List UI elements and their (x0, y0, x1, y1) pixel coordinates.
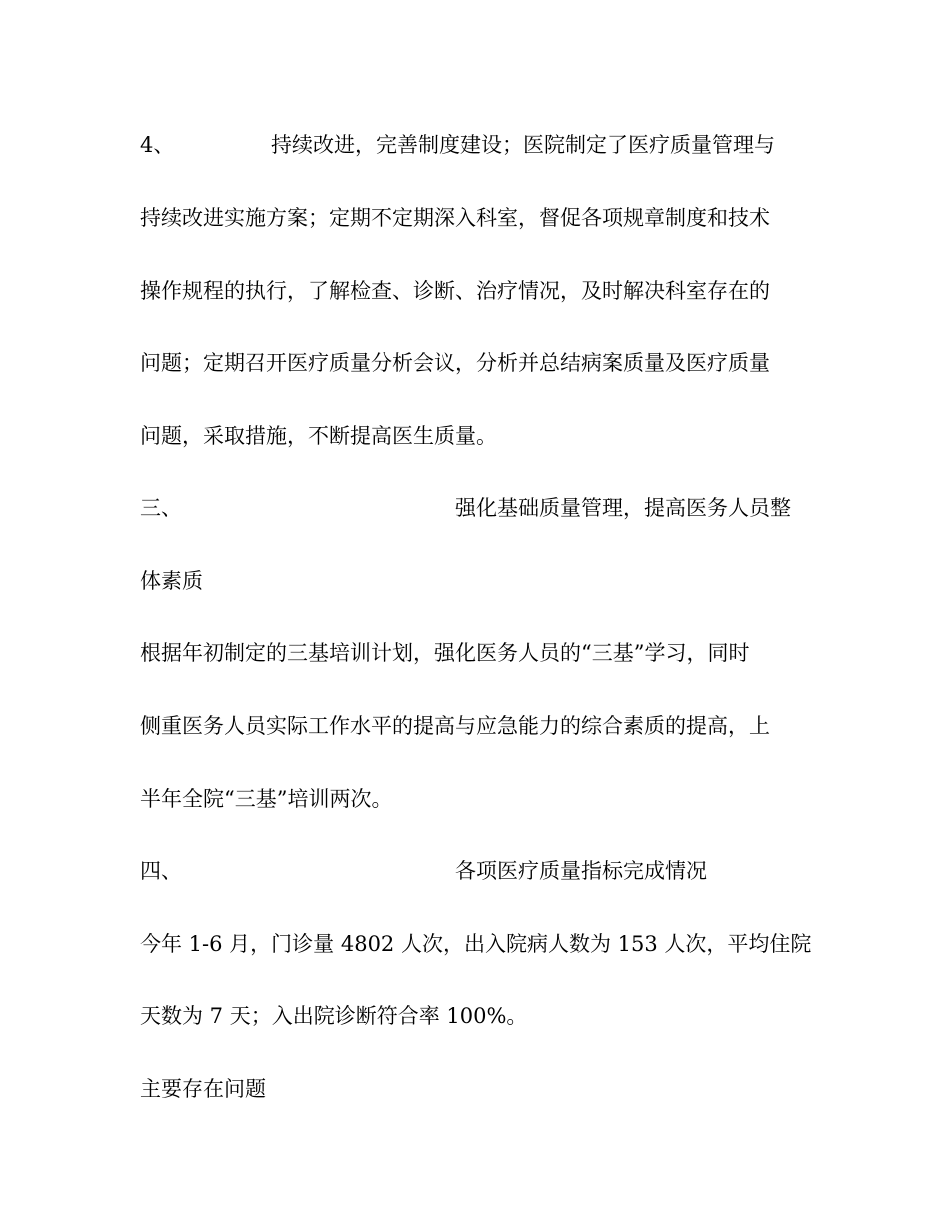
section-number: 四、 (140, 859, 182, 883)
section-3-line-3: 半年全院“三基”培训两次。 (140, 787, 393, 811)
paragraph-4-line-5: 问题，采取措施，不断提高医生质量。 (140, 424, 497, 448)
paragraph-4-line-3: 操作规程的执行，了解检查、诊断、治疗情况，及时解决科室存在的 (140, 279, 770, 303)
paragraph-4-line-2: 持续改进实施方案；定期不定期深入科室，督促各项规章制度和技术 (140, 206, 770, 230)
section-title: 各项医疗质量指标完成情况 (455, 859, 707, 883)
section-4-line-1: 今年 1-6 月，门诊量 4802 人次，出入院病人数为 153 人次，平均住院 (140, 932, 812, 956)
section-3-line-1: 根据年初制定的三基培训计划，强化医务人员的“三基”学习，同时 (140, 641, 750, 665)
paragraph-4-line-4: 问题；定期召开医疗质量分析会议，分析并总结病案质量及医疗质量 (140, 351, 770, 375)
section-number: 三、 (140, 496, 182, 520)
section-title: 强化基础质量管理，提高医务人员整 (455, 496, 791, 520)
section-4-line-2: 天数为 7 天；入出院诊断符合率 100%。 (140, 1004, 528, 1028)
section-3-line-2: 侧重医务人员实际工作水平的提高与应急能力的综合素质的提高，上 (140, 714, 770, 738)
item-number: 4、 (140, 133, 175, 157)
section-5-heading: 主要存在问题 (140, 1077, 266, 1101)
section-3-heading-line-2: 体素质 (140, 569, 203, 593)
paragraph-text: 持续改进，完善制度建设；医院制定了医疗质量管理与 (271, 133, 775, 157)
